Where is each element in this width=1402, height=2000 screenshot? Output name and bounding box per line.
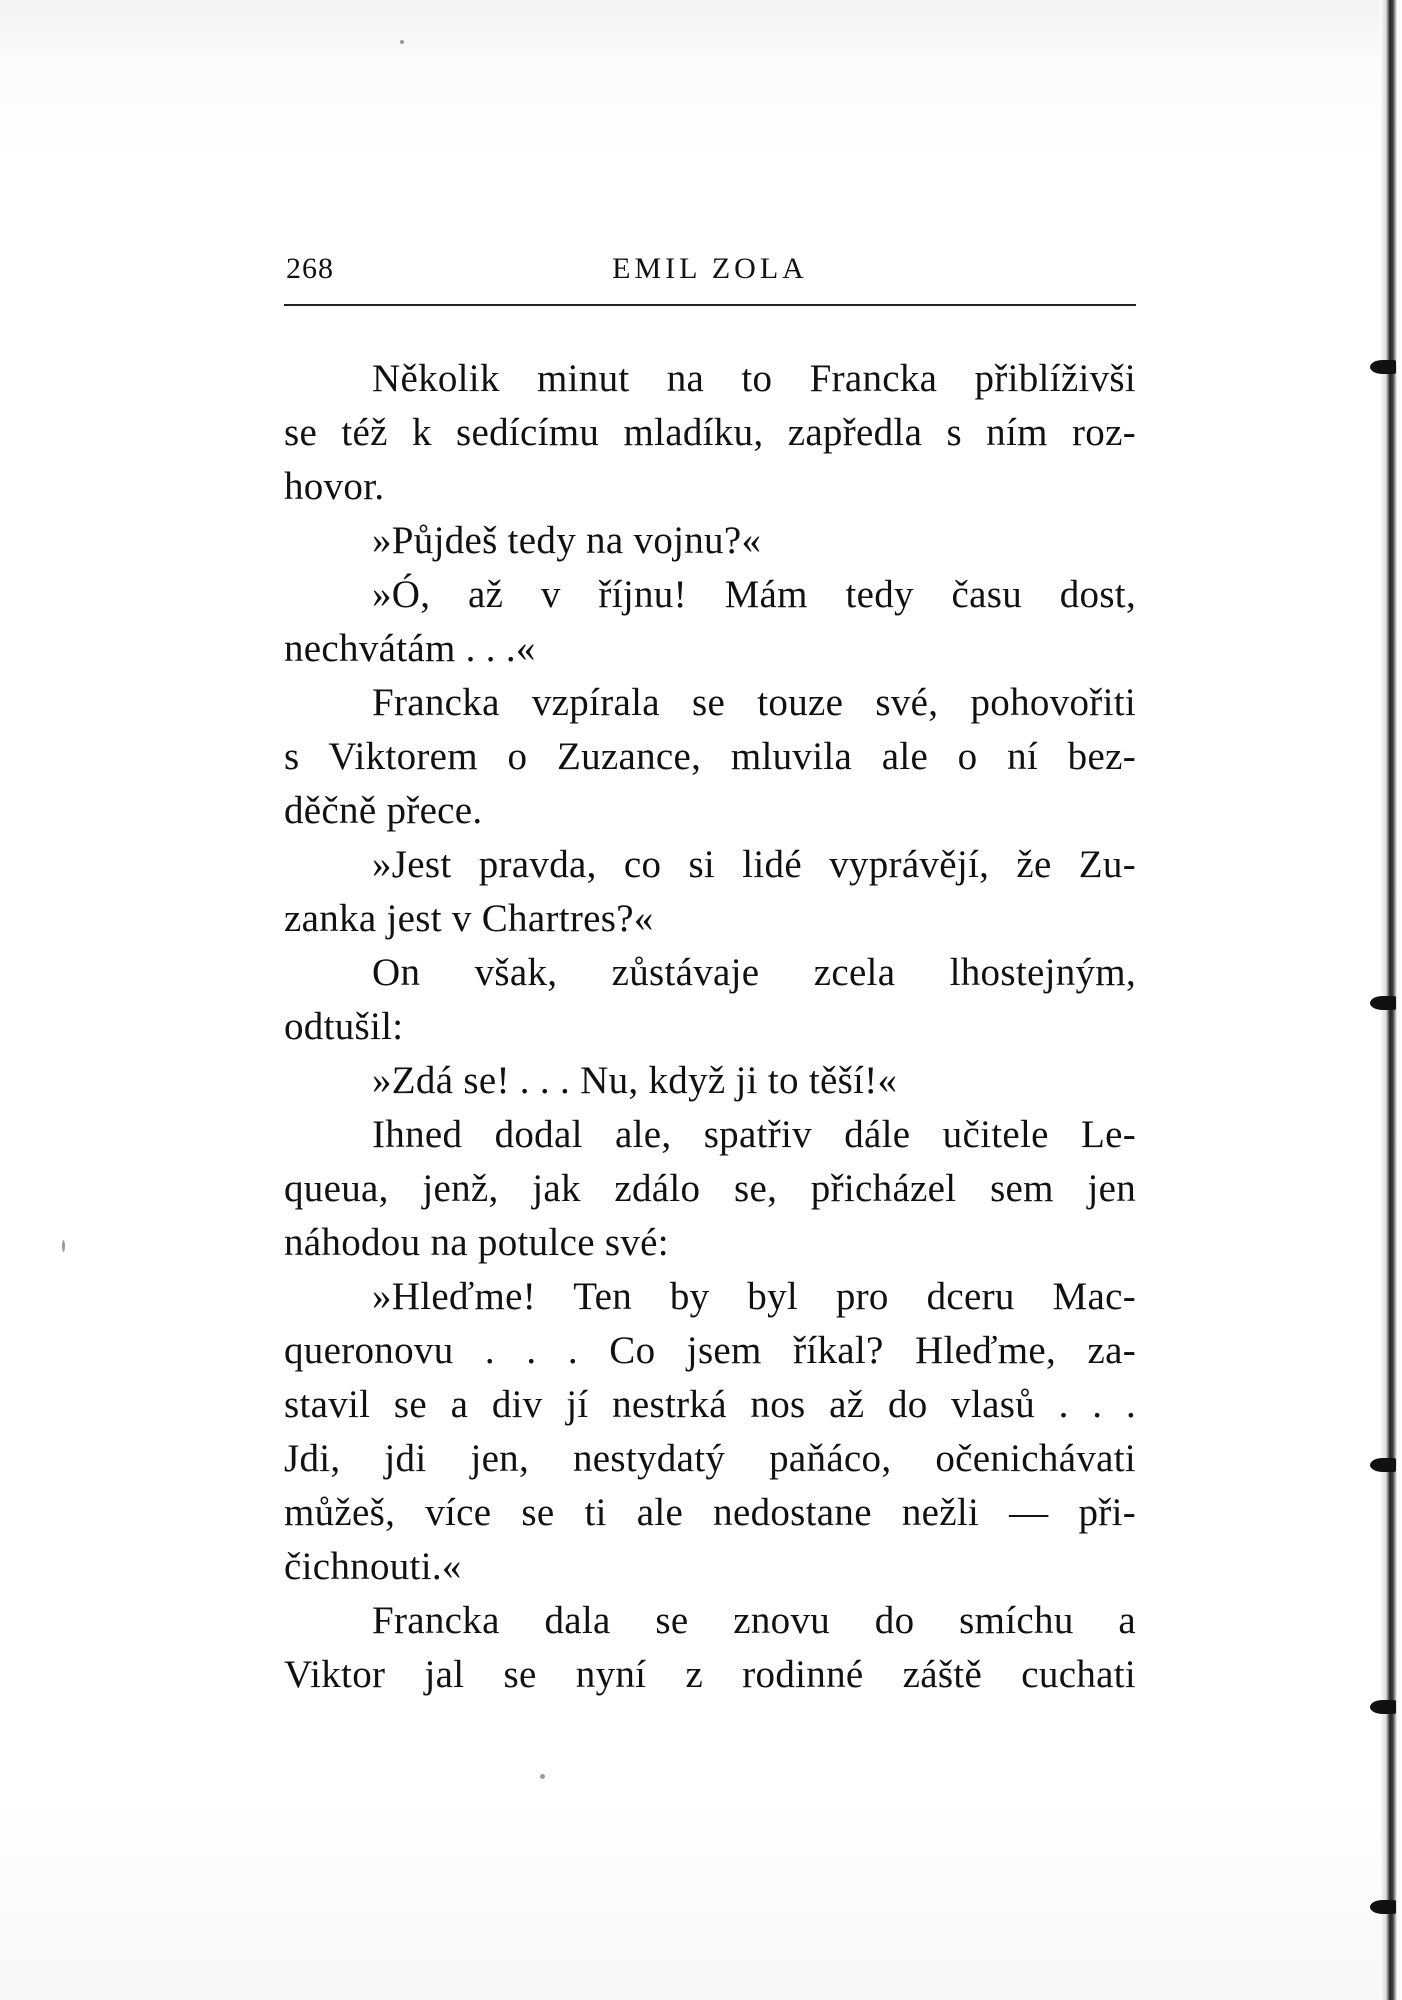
paragraph (284, 352, 1136, 514)
scan-speck (540, 1774, 545, 1779)
paragraph (284, 514, 1136, 568)
text-line: queronovu . . . Co jsem říkal? Hleďme, za- (284, 1329, 1136, 1372)
text-line: Francka vzpírala se touze své, pohovořiti (372, 681, 1136, 724)
text-line: čichnouti.« (284, 1545, 462, 1588)
text-line: odtušil: (284, 1005, 404, 1048)
paragraph (284, 568, 1136, 676)
text-line: zanka jest v Chartres?« (284, 897, 654, 940)
binding-stitch-mark (1370, 1458, 1396, 1472)
text-line: Jdi, jdi jen, nestydatý paňáco, očenichávati (284, 1437, 1136, 1480)
text-line: s Viktorem o Zuzance, mluvila ale o ní bez- (284, 735, 1136, 778)
text-line: můžeš, více se ti ale nedostane nežli — při- (284, 1491, 1136, 1534)
binding-stitch-mark (1370, 1900, 1396, 1914)
text-line: »Jest pravda, co si lidé vyprávějí, že Zu- (372, 843, 1136, 886)
text-line: děčně přece. (284, 789, 483, 832)
text-line: hovor. (284, 465, 385, 508)
body-text (284, 352, 1136, 1702)
paragraph (284, 946, 1136, 1054)
paragraph (284, 838, 1136, 946)
paragraph (284, 1108, 1136, 1270)
text-line: náhodou na potulce své: (284, 1221, 669, 1264)
text-line: On však, zůstávaje zcela lhostejným, (372, 951, 1136, 994)
scan-speck (62, 1240, 65, 1252)
page-header (284, 252, 1136, 292)
text-line: »Hleďme! Ten by byl pro dceru Mac- (372, 1275, 1136, 1318)
text-line: se též k sedícímu mladíku, zapředla s ním roz- (284, 411, 1136, 454)
text-line: queua, jenž, jak zdálo se, přicházel sem jen (284, 1167, 1136, 1210)
text-line: stavil se a div jí nestrká nos až do vlasů . . . (284, 1383, 1136, 1426)
running-head: EMIL ZOLA (612, 252, 808, 285)
paragraph (284, 676, 1136, 838)
text-line: »Půjdeš tedy na vojnu?« (372, 519, 762, 562)
paragraph (284, 1594, 1136, 1702)
text-line: nechvátám . . .« (284, 627, 536, 670)
binding-stitch-mark (1370, 360, 1396, 374)
binding-stitch-mark (1370, 996, 1396, 1010)
text-line: Několik minut na to Francka přiblíživši (372, 357, 1136, 400)
scan-speck (400, 40, 404, 44)
text-line: Ihned dodal ale, spatřiv dále učitele Le- (372, 1113, 1136, 1156)
text-line: Francka dala se znovu do smíchu a (372, 1599, 1136, 1642)
header-rule (284, 304, 1136, 306)
paragraph (284, 1270, 1136, 1594)
text-line: »Ó, až v říjnu! Mám tedy času dost, (372, 573, 1136, 616)
page-number: 268 (286, 252, 334, 285)
text-line: Viktor jal se nyní z rodinné záště cuchati (284, 1653, 1136, 1696)
paragraph (284, 1054, 1136, 1108)
binding-stitch-mark (1370, 1700, 1396, 1714)
text-line: »Zdá se! . . . Nu, když ji to těší!« (372, 1059, 898, 1102)
